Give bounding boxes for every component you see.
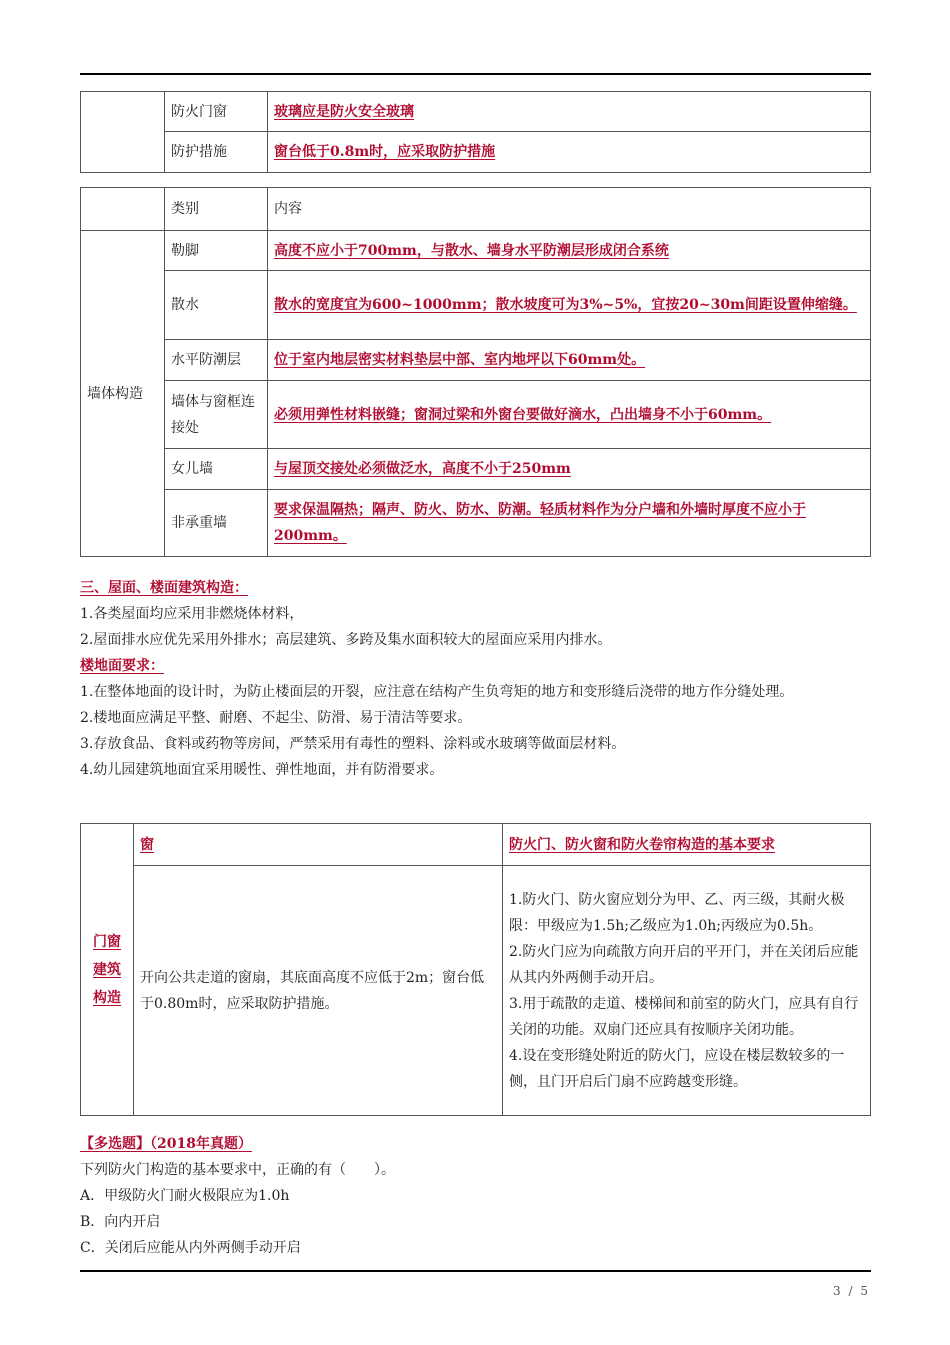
col2-header: 防火门、防火窗和防火卷帘构造的基本要求 [503,824,871,866]
table-row [81,92,871,132]
quiz-section [80,1131,871,1261]
list-item: 3.用于疏散的走道、楼梯间和前室的防火门，应具有自行关闭的功能。双扇门还应具有按顺序关闭功能。 [509,995,859,1038]
bottom-rule [80,1270,871,1272]
list-item: 1.在整体地面的设计时，为防止楼面层的开裂，应注意在结构产生负弯矩的地方和变形缝后浇带的地方作分缝处理。 [80,684,794,700]
row-label: 防火门窗 [165,92,268,132]
row-label: 防护措施 [165,132,268,173]
list-item: 4.设在变形缝处附近的防火门，应设在楼层数较多的一侧，且门开启后门扇不应跨越变形缝。 [509,1047,845,1090]
table-header-row [81,188,871,231]
section-roof-floor [80,575,871,783]
table-row [81,271,871,340]
section-heading: 三、屋面、楼面建筑构造： [80,580,248,596]
header-category: 类别 [165,188,268,231]
header-content: 内容 [268,188,871,231]
row-label: 勒脚 [165,231,268,271]
page-number: 3 / 5 [833,1284,870,1298]
group-label-line: 门窗 [93,933,121,950]
group-label-line: 构造 [93,989,121,1006]
list-item: 3.存放食品、食料或药物等房间，严禁采用有毒性的塑料、涂料或水玻璃等做面层材料。 [80,736,626,752]
row-content: 要求保温隔热；隔声、防火、防水、防潮。轻质材料作为分户墙和外墙时厚度不应小于200mm。 [268,490,871,557]
table-row [81,340,871,381]
table-row [81,231,871,271]
quiz-option: C．关闭后应能从内外两侧手动开启 [80,1240,301,1256]
table-fire-windows [80,91,871,173]
fire-door-requirements [503,866,871,1116]
table-row [81,866,871,1116]
list-item: 1.防火门、防火窗应划分为甲、乙、丙三级，其耐火极限：甲级应为1.5h;乙级应为1.0h;丙级应为0.5h。 [509,891,845,934]
row-label: 非承重墙 [165,490,268,557]
row-content: 高度不应小于700mm，与散水、墙身水平防潮层形成闭合系统 [268,231,871,271]
list-item: 2.防火门应为向疏散方向开启的平开门，并在关闭后应能从其内外两侧手动开启。 [509,943,859,986]
list-item: 4.幼儿园建筑地面宜采用暖性、弹性地面，并有防滑要求。 [80,762,444,778]
window-content: 开向公共走道的窗扇，其底面高度不应低于2m；窗台低于0.80m时，应采取防护措施。 [134,866,503,1116]
table-wall-construction [80,187,871,557]
row-label: 散水 [165,271,268,340]
row-content: 窗台低于0.8m时，应采取防护措施 [268,132,871,173]
list-item: 1.各类屋面均应采用非燃烧体材料， [80,606,304,622]
top-rule [80,73,871,75]
quiz-option: B．向内开启 [80,1214,161,1230]
table-doors-windows [80,823,871,1116]
quiz-option: A．甲级防火门耐火极限应为1.0h [80,1188,290,1204]
table-row [81,449,871,490]
group-label: 墙体构造 [81,231,165,557]
row-label: 水平防潮层 [165,340,268,381]
row-content: 与屋顶交接处必须做泛水，高度不小于250mm [268,449,871,490]
empty-header-cell [81,188,165,231]
table-row [81,132,871,173]
row-content: 位于室内地层密实材料垫层中部、室内地坪以下60mm处。 [268,340,871,381]
group-label-line: 建筑 [93,961,121,978]
table-row [81,490,871,557]
quiz-question: 下列防火门构造的基本要求中，正确的有（ ）。 [80,1162,395,1178]
row-label: 女儿墙 [165,449,268,490]
row-content: 散水的宽度宜为600~1000mm；散水坡度可为3%~5%，宜按20~30m间距设置伸缩缝。 [268,271,871,340]
quiz-heading: 【多选题】（2018年真题） [80,1136,252,1152]
list-item: 2.楼地面应满足平整、耐磨、不起尘、防滑、易于清洁等要求。 [80,710,472,726]
row-label: 墙体与窗框连接处 [165,381,268,449]
list-item: 2.屋面排水应优先采用外排水；高层建筑、多跨及集水面积较大的屋面应采用内排水。 [80,632,612,648]
empty-group-cell [81,92,165,173]
table-row [81,381,871,449]
row-content: 必须用弹性材料嵌缝；窗洞过梁和外窗台要做好滴水，凸出墙身不小于60mm。 [268,381,871,449]
row-content: 玻璃应是防火安全玻璃 [268,92,871,132]
group-label [81,824,134,1116]
floor-heading: 楼地面要求： [80,658,164,674]
col1-header: 窗 [134,824,503,866]
table-header-row [81,824,871,866]
